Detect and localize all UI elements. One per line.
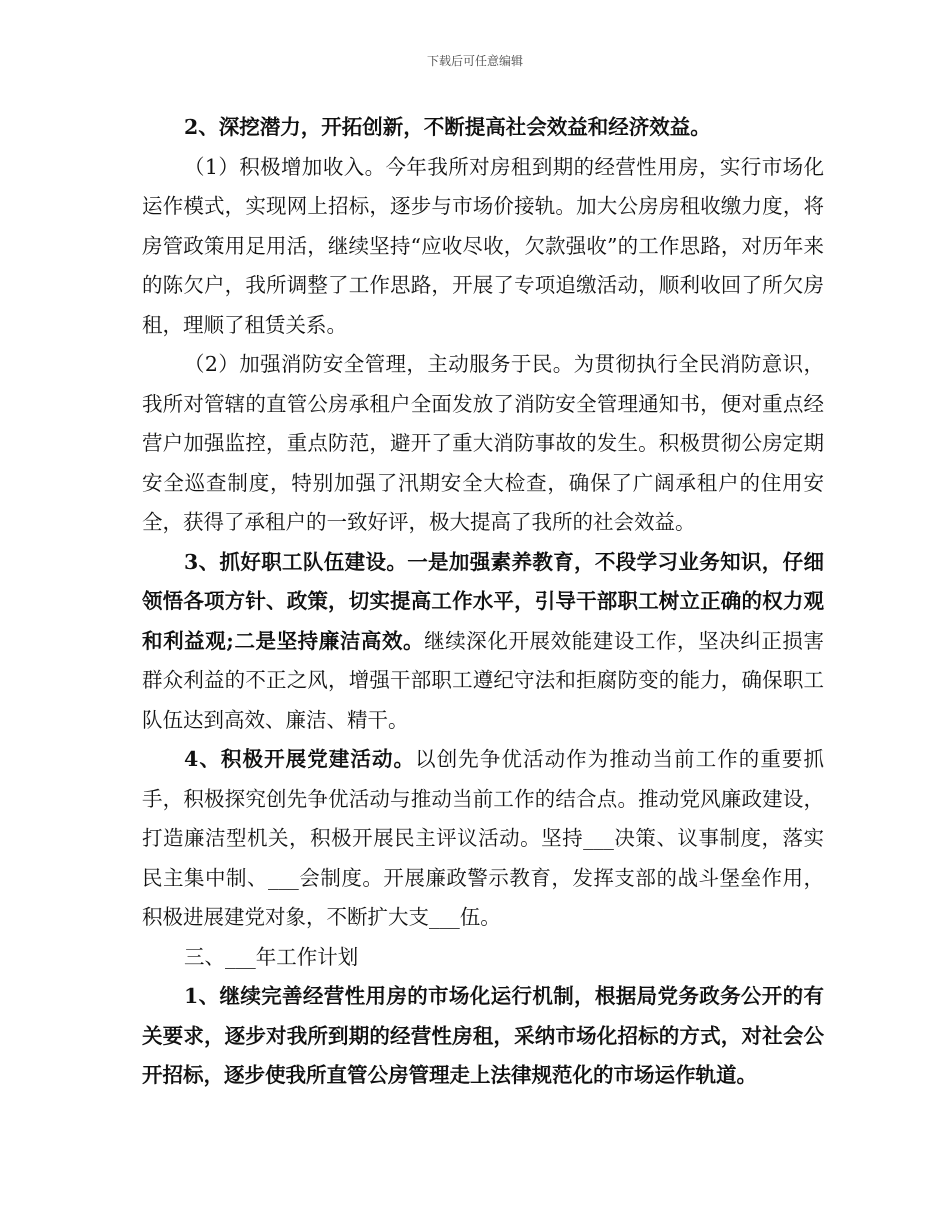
section-heading-deepen-potential: 2、深挖潜力，开拓创新，不断提高社会效益和经济效益。 [184, 115, 711, 139]
paragraph-increase-income: （1）积极增加收入。今年我所对房租到期的经营性用房，实行市场化运作模式，实现网上招标，逐步与市场价接轨。加大公房房租收缴力度，将房管政策用足用活，继续坚持“应收尽收，欠款强收”的工作思路，对历年来的陈欠户，我所调整了工作思路，开展了专项追缴活动，顺利收回了所欠房租，理顺了租赁关系。 [142, 154, 824, 337]
paragraph-party-building-bold: 4、积极开展党建活动。 [184, 747, 416, 771]
paragraph-staff-building [142, 543, 824, 741]
paragraph-party-building-text: 以创先争优活动作为推动当前工作的重要抓手，积极探究创先争优活动与推动当前工作的结合点。推动党风廉政建设，打造廉洁型机关，积极开展民主评议活动。坚持___决策、议事制度，落实民主集中制、___会制度。开展廉政警示教育，发挥支部的战斗堡垒作用，积极进展建党对象，不断扩大支___伍。 [142, 747, 825, 929]
paragraph-market-mechanism: 1、继续完善经营性用房的市场化运行机制，根据局党务政务公开的有关要求，逐步对我所到期的经营性房租，采纳市场化招标的方式，对社会公开招标，逐步使我所直管公房管理走上法律规范化的市场运作轨道。 [142, 984, 824, 1087]
paragraph-fire-safety: （2）加强消防安全管理，主动服务于民。为贯彻执行全民消防意识，我所对管辖的直管公房承租户全面发放了消防安全管理通知书，便对重点经营户加强监控，重点防范，避开了重大消防事故的发生。积极贯彻公房定期安全巡查制度，特别加强了汛期安全大检查，确保了广阔承租户的住用安全，获得了承租户的一致好评，极大提高了我所的社会效益。 [142, 352, 824, 534]
header-note: 下载后可任意编辑 [426, 54, 523, 68]
paragraph-party-building [142, 740, 824, 938]
section-heading-work-plan: 三、___年工作计划 [184, 944, 359, 969]
paragraph-staff-building-text: 继续深化开展效能建设工作，坚决纠正损害群众利益的不正之风，增强干部职工遵纪守法和拒腐防变的能力，确保职工队伍达到高效、廉洁、精干。 [142, 628, 825, 732]
paragraph-staff-building-bold: 3、抓好职工队伍建设。一是加强素养教育，不段学习业务知识，仔细领悟各项方针、政策，切实提高工作水平，引导干部职工树立正确的权力观和利益观;二是坚持廉洁高效。 [142, 549, 824, 653]
document-body [142, 108, 824, 1096]
